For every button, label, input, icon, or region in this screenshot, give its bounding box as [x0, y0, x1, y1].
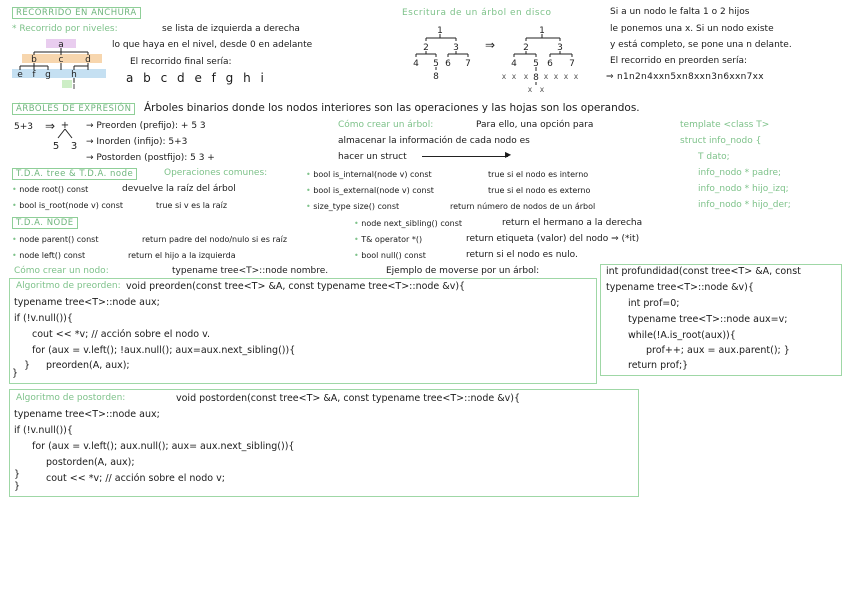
preorden-line-4: for (aux = v.left(); !aux.null(); aux=aux.next_sibling()){: [32, 345, 296, 356]
recorrido-def-1: se lista de izquierda a derecha: [162, 24, 300, 34]
preorden-line-7: }: [12, 368, 19, 379]
preorden-label: Algoritmo de preorden:: [16, 281, 121, 291]
disk-tree-r-3: 3: [557, 43, 563, 53]
preorden-example: → Preorden (prefijo): + 5 3: [86, 121, 206, 131]
x-mark: x: [553, 72, 559, 81]
crear-arbol-line-2: almacenar la información de cada nodo es: [338, 136, 530, 146]
crear-arbol-line-3: hacer un struct: [338, 152, 407, 162]
tda-tree-op-2: • bool is_root(node v) const: [12, 201, 124, 210]
expr-implies: ⇒: [45, 119, 56, 133]
tda-node-op-2: • node left() const: [12, 251, 86, 260]
template-line-5: info_nodo * hijo_izq;: [698, 184, 789, 194]
expr-tree-right: 3: [70, 141, 78, 152]
ejemplo-label: Ejemplo de moverse por un árbol:: [386, 266, 540, 276]
crear-nodo-label: Cómo crear un nodo:: [14, 266, 109, 276]
x-mark: x: [573, 72, 579, 81]
disk-tree-r-6: 6: [547, 59, 553, 69]
tda-tree-op-1: • node root() const: [12, 185, 89, 194]
operaciones-label: Operaciones comunes:: [164, 168, 268, 178]
recorrido-def-label: * Recorrido por niveles:: [12, 24, 118, 34]
tree-node-g: g: [45, 70, 51, 80]
tda-tree-op-5-desc: return número de nodos de un árbol: [450, 202, 596, 211]
preorden-line-5: preorden(A, aux);: [46, 360, 130, 371]
postorden-line-5: cout << *v; // acción sobre el nodo v;: [46, 473, 225, 484]
tree-node-f: f: [32, 70, 36, 80]
tda-node-op-1: • node parent() const: [12, 235, 99, 244]
tda-node-op-2-desc: return el hijo a la izquierda: [128, 251, 236, 260]
disk-tree-l-2: 2: [423, 43, 429, 53]
x-mark: x: [527, 85, 533, 94]
expr-tree-left: 5: [52, 141, 60, 152]
crear-arbol-label: Cómo crear un árbol:: [338, 120, 434, 130]
tda-node-op-3-desc: return el hermano a la derecha: [502, 218, 643, 228]
escritura-desc-2: le ponemos una x. Si un nodo existe: [610, 24, 774, 34]
disk-tree-r-5: 5: [533, 59, 539, 69]
preorden-signature: void preorden(const tree<T> &A, const typename tree<T>::node &v){: [126, 281, 466, 292]
escritura-desc-3: y está completo, se pone una n delante.: [610, 40, 792, 50]
x-mark: x: [543, 72, 549, 81]
disk-tree-l-6: 6: [445, 59, 451, 69]
tree-node-h: h: [71, 70, 77, 80]
disk-tree-diagram: [410, 22, 610, 102]
template-line-6: info_nodo * hijo_der;: [698, 200, 791, 210]
template-line-3: T dato;: [698, 152, 730, 162]
level-3-highlight: [62, 80, 72, 88]
tree-node-c: c: [58, 55, 64, 65]
tda-node-op-4: • T& operator *(): [354, 235, 423, 244]
disk-tree-l-8: 8: [433, 72, 439, 82]
tda-tree-op-4: • bool is_external(node v) const: [306, 186, 434, 195]
tree-node-a: a: [58, 40, 64, 50]
postorden-label: Algoritmo de postorden:: [16, 393, 126, 403]
disk-tree-l-3: 3: [453, 43, 459, 53]
profundidad-line-1: int profundidad(const tree<T> &A, const: [606, 266, 801, 277]
tda-node-op-4-desc: return etiqueta (valor) del nodo ⇒ (*it): [466, 234, 640, 244]
expr-text: 5+3: [14, 122, 33, 132]
disk-tree-r-7: 7: [569, 59, 575, 69]
profundidad-line-7: return prof;}: [628, 360, 689, 371]
arboles-expresion-desc: Árboles binarios donde los nodos interiores son las operaciones y las hojas son los operandos.: [144, 102, 640, 114]
postorden-example: → Postorden (postfijo): 5 3 +: [86, 153, 215, 163]
preorden-line-6: }: [24, 360, 31, 371]
struct-arrow-head: ▶: [505, 150, 512, 159]
crear-nodo-code: typename tree<T>::node nombre.: [172, 266, 329, 276]
x-mark: x: [501, 72, 507, 81]
disk-tree-r-8: 8: [533, 73, 539, 83]
level-2-highlight: [12, 69, 106, 78]
crear-arbol-line-1: Para ello, una opción para: [476, 120, 594, 130]
x-mark: x: [523, 72, 529, 81]
template-line-1: template <class T>: [680, 120, 770, 130]
tda-node-op-5: • bool null() const: [354, 251, 426, 260]
header-tda-node: T.D.A. NODE: [12, 217, 78, 229]
preorden-line-1: typename tree<T>::node aux;: [14, 297, 160, 308]
escritura-desc-4: El recorrido en preorden sería:: [610, 56, 748, 66]
level-order-tree-diagram: [10, 36, 110, 92]
template-line-4: info_nodo * padre;: [698, 168, 782, 178]
escritura-title: Escritura de un árbol en disco: [402, 8, 552, 18]
profundidad-line-6: prof++; aux = aux.parent(); }: [646, 345, 790, 356]
profundidad-line-5: while(!A.is_root(aux)){: [628, 330, 736, 341]
tree-node-i: i: [72, 82, 76, 92]
disk-tree-r-1: 1: [539, 26, 545, 36]
tda-tree-op-3-desc: true si el nodo es interno: [488, 170, 589, 179]
escritura-sequence: ⇒ n1n2n4xxn5xn8xxn3n6xxn7xx: [606, 72, 764, 82]
expr-tree-root: +: [60, 120, 70, 131]
tda-tree-op-1-desc: devuelve la raíz del árbol: [122, 184, 236, 194]
header-tda-tree: T.D.A. tree & T.D.A. node: [12, 168, 137, 180]
disk-tree-r-2: 2: [523, 43, 529, 53]
tda-node-op-1-desc: return padre del nodo/nulo si es raíz: [142, 235, 288, 244]
header-arboles-expresion: ÁRBOLES DE EXPRESIÓN: [12, 103, 135, 115]
profundidad-line-3: int prof=0;: [628, 298, 680, 309]
recorrido-final-seq: a b c d e f g h i: [126, 71, 267, 85]
template-line-2: struct info_nodo {: [680, 136, 762, 146]
disk-tree-l-4: 4: [413, 59, 419, 69]
implies-arrow: ⇒: [484, 38, 496, 52]
postorden-line-1: typename tree<T>::node aux;: [14, 409, 160, 420]
escritura-desc-1: Si a un nodo le falta 1 o 2 hijos: [610, 7, 750, 17]
postorden-line-4: postorden(A, aux);: [46, 457, 135, 468]
postorden-line-6: }: [14, 469, 21, 480]
inorden-example: → Inorden (infijo): 5+3: [86, 137, 188, 147]
preorden-line-2: if (!v.null()){: [14, 313, 73, 324]
recorrido-def-2: lo que haya en el nivel, desde 0 en adelante: [112, 40, 313, 50]
postorden-line-3: for (aux = v.left(); aux.null(); aux= aux.next_sibling()){: [32, 441, 295, 452]
expression-tree-diagram: [38, 116, 84, 156]
profundidad-line-2: typename tree<T>::node &v){: [606, 282, 754, 293]
tda-node-op-3: • node next_sibling() const: [354, 219, 463, 228]
disk-tree-r-4: 4: [511, 59, 517, 69]
x-mark: x: [511, 72, 517, 81]
tda-tree-op-2-desc: true si v es la raíz: [156, 201, 228, 210]
profundidad-line-4: typename tree<T>::node aux=v;: [628, 314, 788, 325]
header-recorrido: RECORRIDO EN ANCHURA: [12, 7, 141, 19]
x-mark: x: [563, 72, 569, 81]
disk-tree-l-7: 7: [465, 59, 471, 69]
tda-tree-op-3: • bool is_internal(node v) const: [306, 170, 432, 179]
struct-arrow: [422, 156, 508, 157]
tda-node-op-5-desc: return si el nodo es nulo.: [466, 250, 578, 260]
disk-tree-l-5: 5: [433, 59, 439, 69]
disk-tree-l-1: 1: [437, 26, 443, 36]
postorden-line-7: }: [14, 481, 21, 492]
tda-tree-op-4-desc: true si el nodo es externo: [488, 186, 591, 195]
tree-node-e: e: [17, 70, 23, 80]
recorrido-final-label: El recorrido final sería:: [130, 57, 232, 67]
tda-tree-op-5: • size_type size() const: [306, 202, 400, 211]
postorden-line-2: if (!v.null()){: [14, 425, 73, 436]
tree-node-b: b: [31, 55, 37, 65]
postorden-signature: void postorden(const tree<T> &A, const typename tree<T>::node &v){: [176, 393, 521, 404]
tree-node-d: d: [85, 55, 91, 65]
preorden-line-3: cout << *v; // acción sobre el nodo v.: [32, 329, 210, 340]
x-mark: x: [539, 85, 545, 94]
